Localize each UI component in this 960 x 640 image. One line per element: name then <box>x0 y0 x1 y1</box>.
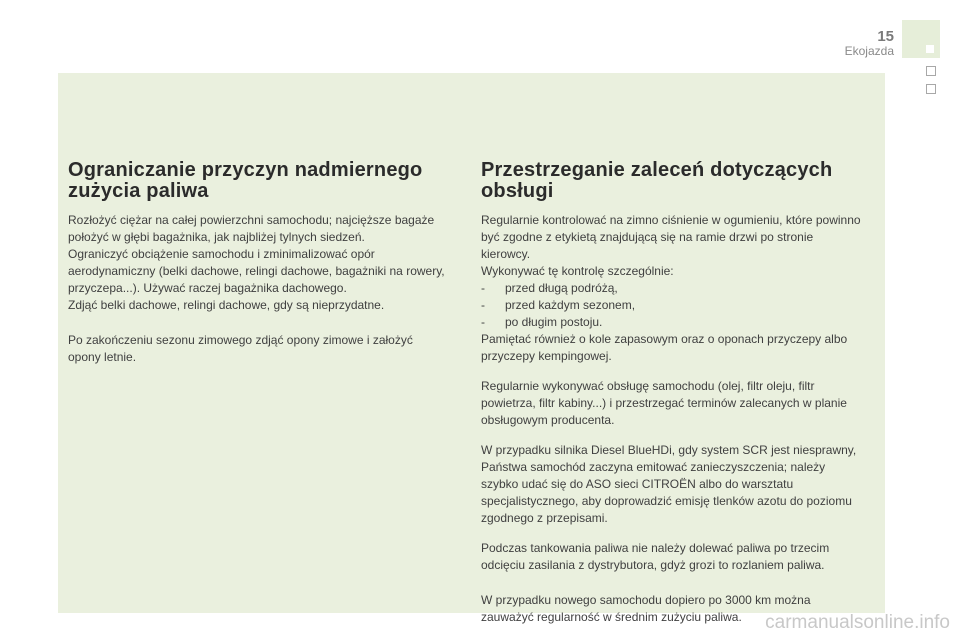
left-paragraph: Po zakończeniu sezonu zimowego zdjąć opony zimowe i założyć opony letnie. <box>68 333 413 364</box>
list-item: - przed długą podróżą, <box>481 281 618 295</box>
list-item: - przed każdym sezonem, <box>481 298 636 312</box>
section-title: Ekojazda <box>844 44 894 58</box>
left-column <box>68 160 468 379</box>
right-heading: Przestrzeganie zaleceń dotyczących obsługi <box>481 159 833 202</box>
list-item: - po długim postoju. <box>481 315 603 329</box>
right-paragraph: Regularnie wykonywać obsługę samochodu (olej, filtr oleju, filtr powietrza, filtr kabiny...) i przestrzegać terminów zalecanych w planie obsługowym producenta. <box>481 379 847 427</box>
section-tab-marker <box>926 45 934 53</box>
chapter-marker-box <box>926 84 936 94</box>
left-heading: Ograniczanie przyczyn nadmiernego zużycia paliwa <box>68 159 423 202</box>
watermark-text: carmanualsonline.info <box>765 612 950 633</box>
right-paragraph: Pamiętać również o kole zapasowym oraz o oponach przyczepy albo przyczepy kempingowej. <box>481 332 848 363</box>
right-paragraph: W przypadku silnika Diesel BlueHDi, gdy system SCR jest niesprawny, Państwa samochód zaczyna emitować zanieczyszczenia; należy szybko udać się do ASO sieci CITROËN albo do warsztatu specjalistycznego, aby doprowadzić emisję tlenków azotu do poziomu zgodnego z przepisami. <box>481 443 857 525</box>
right-column <box>481 160 881 639</box>
right-paragraph: Podczas tankowania paliwa nie należy dolewać paliwa po trzecim odcięciu zasilania z dystrybutora, gdyż grozi to rozlaniem paliwa. <box>481 541 830 572</box>
right-paragraph: Regularnie kontrolować na zimno ciśnienie w ogumieniu, które powinno być zgodne z etykietą znajdującą się na ramie drzwi po stronie kierowcy. Wykonywać tę kontrolę szczególnie: <box>481 213 861 278</box>
chapter-marker-box <box>926 66 936 76</box>
section-tab <box>902 20 940 58</box>
page-number: 15 <box>877 28 894 45</box>
right-paragraph: W przypadku nowego samochodu dopiero po 3000 km można zauważyć regularność w średnim zużyciu paliwa. <box>481 593 811 624</box>
checklist <box>481 280 881 331</box>
left-paragraph: Rozłożyć ciężar na całej powierzchni samochodu; najcięższe bagaże położyć w głębi bagażnika, jak najbliżej tylnych siedzeń. Ograniczyć obciążenie samochodu i zminimalizować opór aerodynamiczny (belki dachowe, relingi dachowe, bagażniki na rowery, przyczepa...). Używać raczej bagażnika dachowego. Zdjąć belki dachowe, relingi dachowe, gdy są nieprzydatne. <box>68 213 445 312</box>
